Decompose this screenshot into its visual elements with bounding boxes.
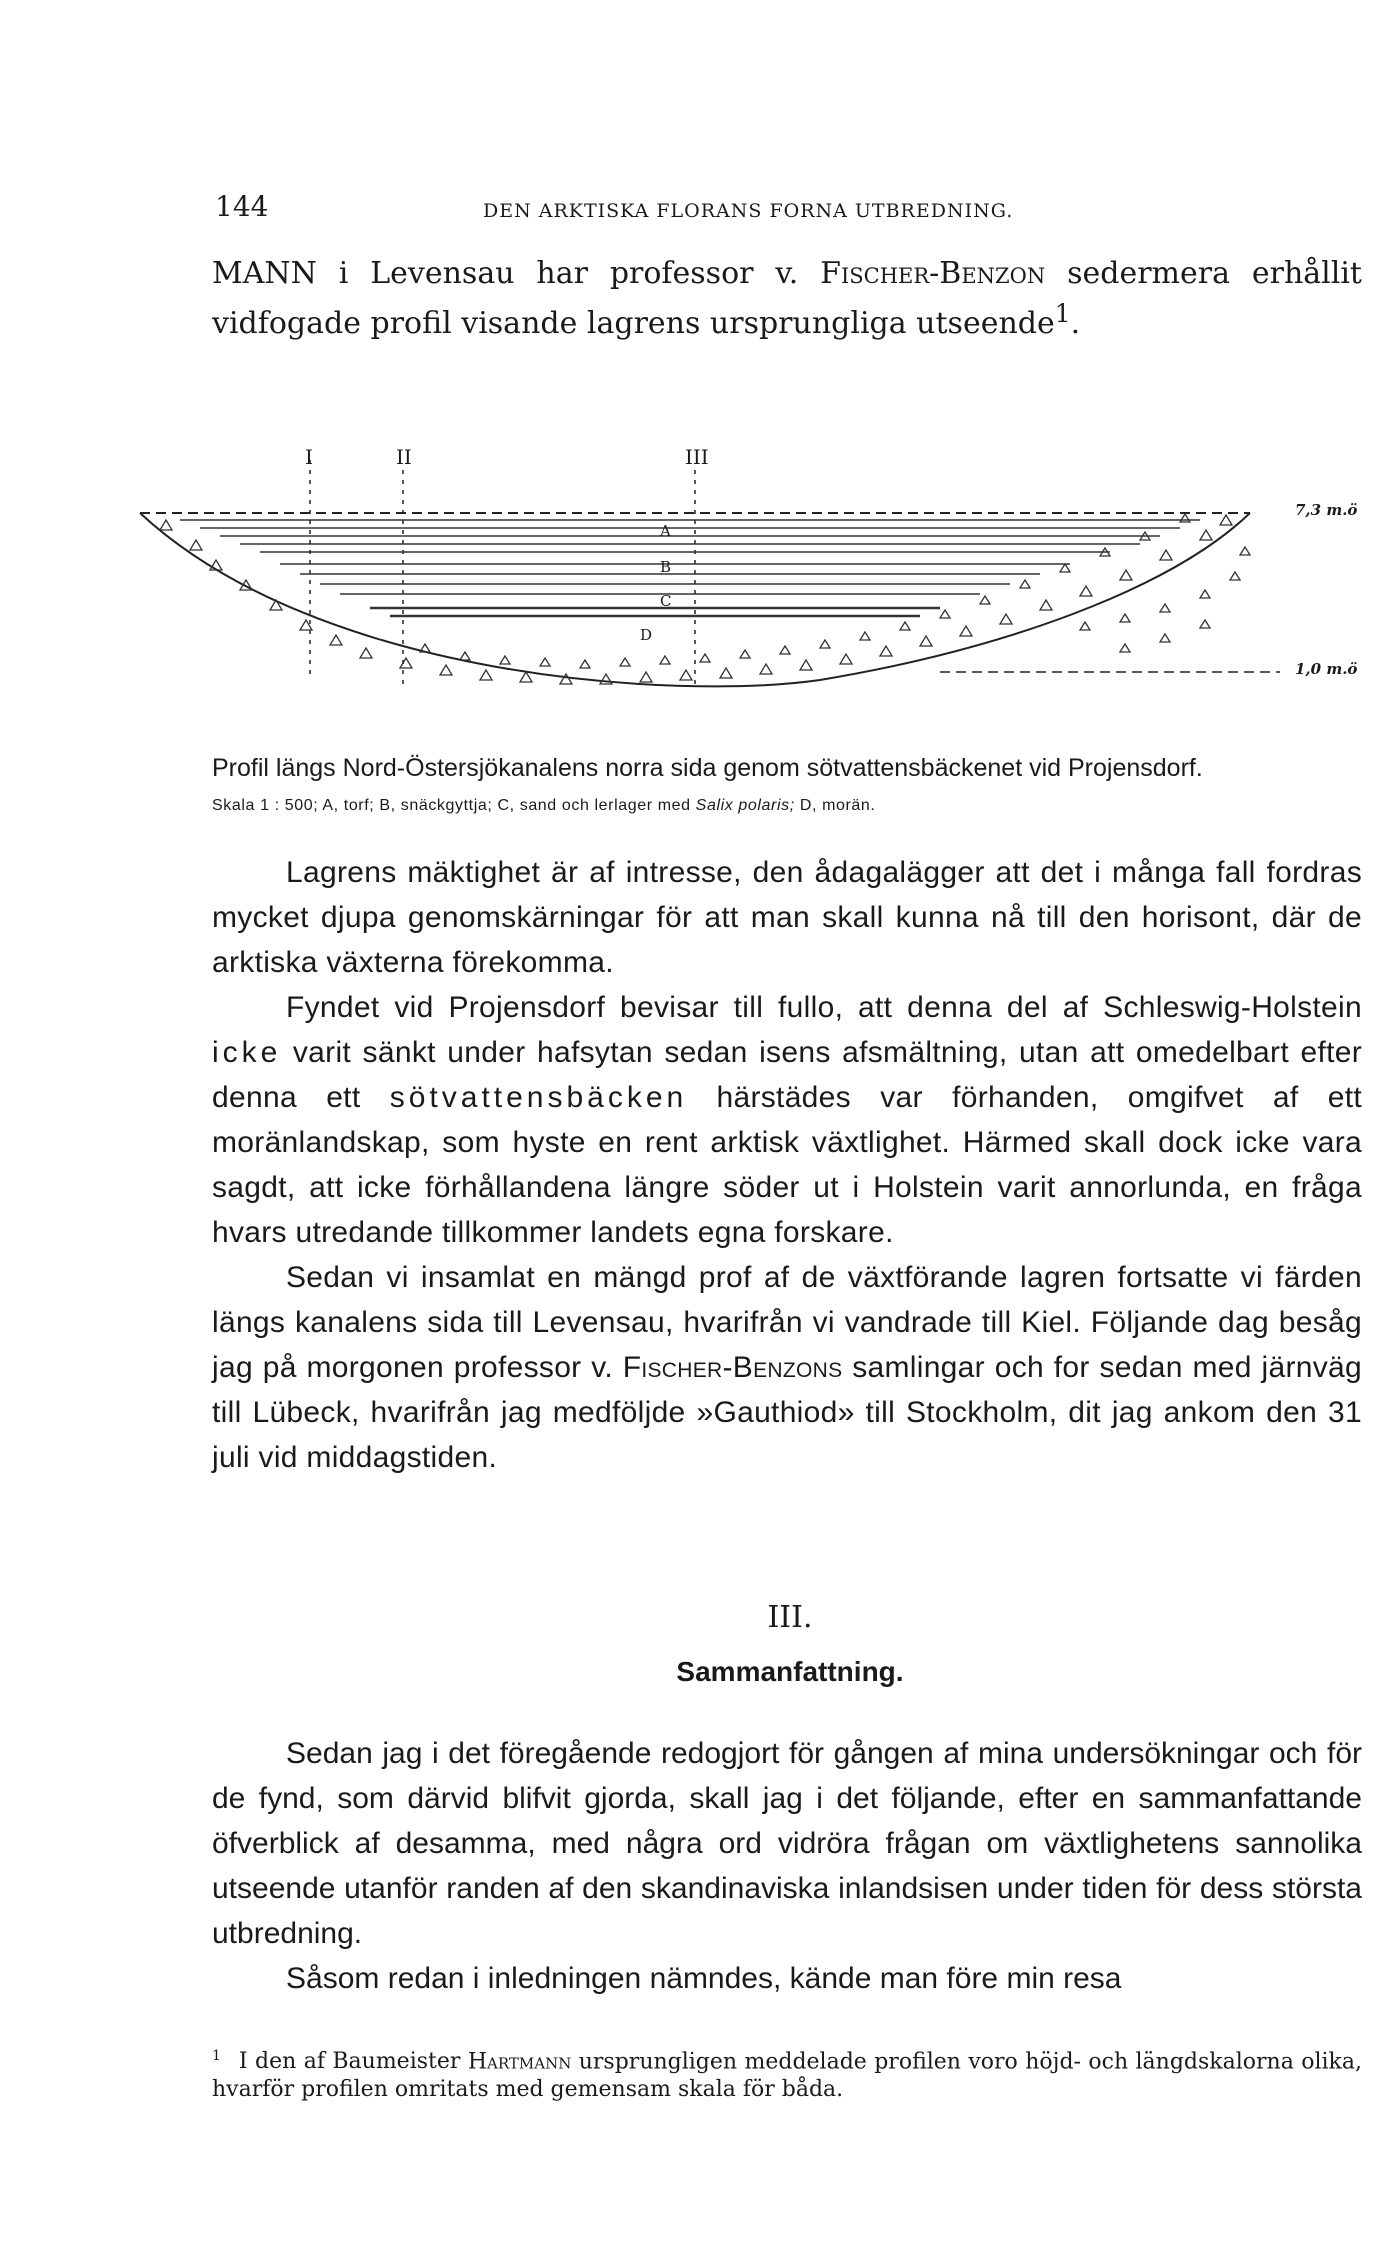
paragraph-1: Lagrens mäktighet är af intresse, den ådagalägger att det i många fall fordras mycket djupa genomskärningar för att man skall kunna nå till den horisont, där de arktiska växterna förekomma. xyxy=(212,856,1362,979)
profile-label-1: I xyxy=(305,445,313,469)
intro-paragraph xyxy=(212,254,1362,344)
intro-text-a: MANN xyxy=(212,256,317,291)
figure-caption: Profil längs Nord-Östersjökanalens norra sida genom sötvattensbäckenet vid Projensdorf. xyxy=(212,754,1203,782)
moraine-triangles xyxy=(160,514,1250,684)
profile-label-3: III xyxy=(685,445,709,469)
intro-name: Fischer-Benzon xyxy=(820,256,1046,291)
page-number: 144 xyxy=(215,190,269,223)
p2-text-c: härstädes var förhanden, omgifvet af ett moränlandskap, som hyste en rent arktisk växtlighet. Härmed skall dock icke vara sagdt, att icke förhållandena längre söder ut i Holstein varit annorlunda, en fråga hvars utredande tillkommer landets egna forskare. xyxy=(212,1081,1362,1249)
level-label-lower: 1,0 m.ö xyxy=(1295,660,1358,678)
layer-a-hatching xyxy=(180,520,1200,552)
section-number: III. xyxy=(767,1600,813,1635)
scale-text-b: D, morän. xyxy=(794,797,876,814)
intro-text-c: sedermera erhållit vidfogade profil visande lagrens ursprungliga utseende xyxy=(212,256,1362,341)
level-label-upper: 7,3 m.ö xyxy=(1295,501,1358,519)
layer-label-d: D xyxy=(640,626,653,644)
running-title: DEN ARKTISKA FLORANS FORNA UTBREDNING. xyxy=(483,200,1014,222)
paragraph-3 xyxy=(212,1255,1362,1480)
paragraph-2 xyxy=(212,985,1362,1255)
summary-paragraph-2: Såsom redan i inledningen nämndes, kände man före min resa xyxy=(286,1962,1122,1995)
profile-diagram xyxy=(120,390,1400,720)
summary-text xyxy=(212,1731,1362,2001)
intro-text-d: . xyxy=(1070,306,1081,341)
p3-text-b: samlingar och for sedan med järnväg till Lübeck, hvarifrån jag medföljde »Gauthiod» till Stockholm, dit jag ankom den 31 juli vid middagstiden. xyxy=(212,1351,1362,1474)
profile-label-2: II xyxy=(396,445,412,469)
scale-italic: Salix polaris; xyxy=(695,797,795,814)
page-header xyxy=(215,190,1365,230)
scale-text-a: Skala 1 : 500; A, torf; B, snäckgyttja; C, sand och lerlager med xyxy=(212,797,696,814)
footnote-text-b: ursprungligen meddelade profilen voro höjd- och längdskalorna olika, hvarför profilen omritats med gemensam skala för båda. xyxy=(212,2049,1362,2103)
p2-text-a: Fyndet vid Projensdorf bevisar till fullo, att denna del af Schleswig-Holstein xyxy=(286,991,1362,1024)
summary-paragraph-1: Sedan jag i det föregående redogjort för gången af mina undersökningar och för de fynd, som därvid blifvit gjorda, skall jag i det följande, efter en sammanfattande öfverblick af desamma, med några ord vidröra frågan om växtlighetens sannolika utseende utanför randen af den skandinaviska inlandsisen under tiden för dess största utbredning. xyxy=(212,1737,1362,1950)
layer-label-a: A xyxy=(660,522,671,540)
layer-b-hatching xyxy=(280,564,1070,594)
footnote-name: Hartmann xyxy=(467,2049,572,2075)
p2-spaced-1: icke xyxy=(212,1036,282,1069)
p2-spaced-2: sötvattensbäcken xyxy=(389,1081,688,1114)
layer-label-b: B xyxy=(660,558,672,576)
figure-scale-legend xyxy=(212,797,1372,815)
profile-figure xyxy=(120,390,1400,720)
layer-label-c: C xyxy=(660,592,672,610)
body-text xyxy=(212,850,1362,1480)
p2-text-b: varit sänkt under hafsytan sedan isens afsmältning, utan att omedelbart efter denna ett xyxy=(212,1036,1362,1114)
section-title: Sammanfattning. xyxy=(676,1656,904,1687)
footnote-text-a: I den af Baumeister xyxy=(238,2049,468,2075)
layer-c-band xyxy=(370,608,940,616)
footnote xyxy=(212,2042,1362,2104)
intro-text-b: i Levensau har professor v. xyxy=(316,256,821,291)
profile-verticals xyxy=(310,460,695,690)
p3-name: Fischer-Benzons xyxy=(622,1351,843,1384)
p3-text-a: Sedan vi insamlat en mängd prof af de växtförande lagren fortsatte vi färden längs kanalens sida till Levensau, hvarifrån vi vandrade till Kiel. Följande dag besåg jag på morgonen professor v. xyxy=(212,1261,1362,1384)
footnote-marker: 1 xyxy=(1054,299,1071,328)
footnote-number: 1 xyxy=(212,2048,221,2064)
